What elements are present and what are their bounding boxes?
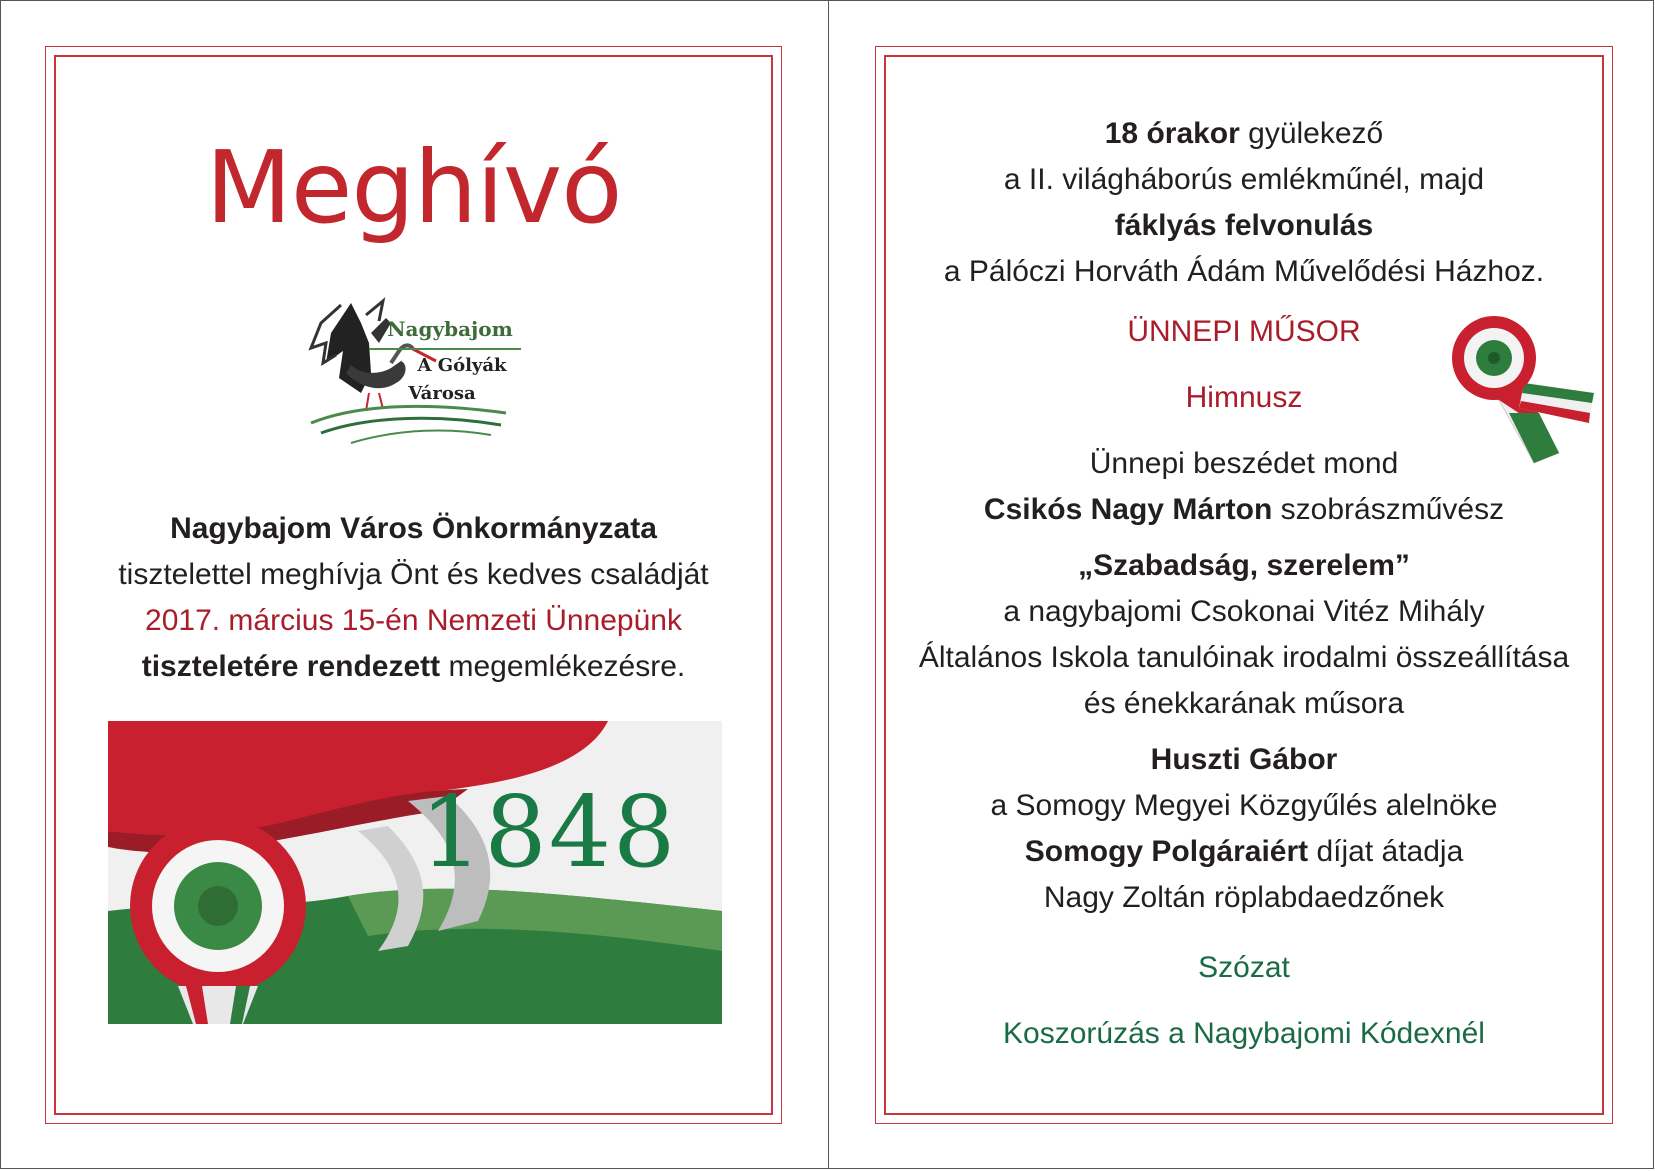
banner-year: 1848 <box>420 776 678 890</box>
logo-line1: A Gólyák <box>417 355 507 376</box>
speaker-name: Csikós Nagy Márton <box>983 493 1273 526</box>
show-line-4: és énekkarának műsora <box>1083 687 1405 720</box>
time-rest: gyülekező <box>1239 117 1384 150</box>
wreath-laying: Koszorúzás a Nagybajomi Kódexnél <box>1003 1017 1485 1050</box>
right-page <box>828 0 1654 1169</box>
invite-line-4 <box>61 644 766 690</box>
procession-destination: a Pálóczi Horváth Ádám Művelődési Házhoz. <box>943 255 1545 288</box>
time-bold: 18 órakor <box>1104 117 1240 150</box>
closing-anthem: Szózat <box>1198 951 1290 984</box>
speech-line: Ünnepi beszédet mond <box>1089 447 1399 480</box>
program-title: ÜNNEPI MŰSOR <box>1127 315 1361 348</box>
award-rest: díjat átadja <box>1308 835 1464 868</box>
award-line <box>889 829 1599 875</box>
flag-banner <box>108 721 722 1024</box>
event-date: 2017. március 15-én Nemzeti Ünnepünk <box>145 604 682 637</box>
show-title: „Szabadság, szerelem” <box>1078 549 1410 582</box>
award-recipient: Nagy Zoltán röplabdaedzőnek <box>1043 881 1445 914</box>
logo-line2: Városa <box>408 383 476 404</box>
invite-line: tisztelettel meghívja Önt és kedves családját <box>118 558 709 591</box>
cockade-ribbon <box>1424 313 1604 483</box>
logo-name: Nagybajom <box>387 317 513 341</box>
speaker <box>889 487 1599 533</box>
presenter-title: a Somogy Megyei Közgyűlés alelnöke <box>990 789 1498 822</box>
torch-procession: fáklyás felvonulás <box>1114 209 1374 242</box>
gathering-time <box>889 111 1599 157</box>
invitation-text <box>61 506 766 690</box>
invite-rest: megemlékezésre. <box>440 650 686 683</box>
speaker-title: szobrászművész <box>1272 493 1505 526</box>
award-presenter: Huszti Gábor <box>1150 743 1338 776</box>
town-logo <box>291 293 541 453</box>
program-text <box>889 111 1599 1057</box>
cockade-icon <box>1424 313 1604 483</box>
show-line-3: Általános Iskola tanulóinak irodalmi összeállítása <box>918 641 1570 674</box>
award-name: Somogy Polgáraiért <box>1024 835 1309 868</box>
page-title: Meghívó <box>205 129 622 246</box>
organizer: Nagybajom Város Önkormányzata <box>170 512 657 545</box>
gathering-place: a II. világháborús emlékműnél, majd <box>1003 163 1485 196</box>
invite-bold: tiszteletére rendezett <box>141 650 441 683</box>
anthem: Himnusz <box>1185 381 1303 414</box>
show-line-2: a nagybajomi Csokonai Vitéz Mihály <box>1003 595 1485 628</box>
